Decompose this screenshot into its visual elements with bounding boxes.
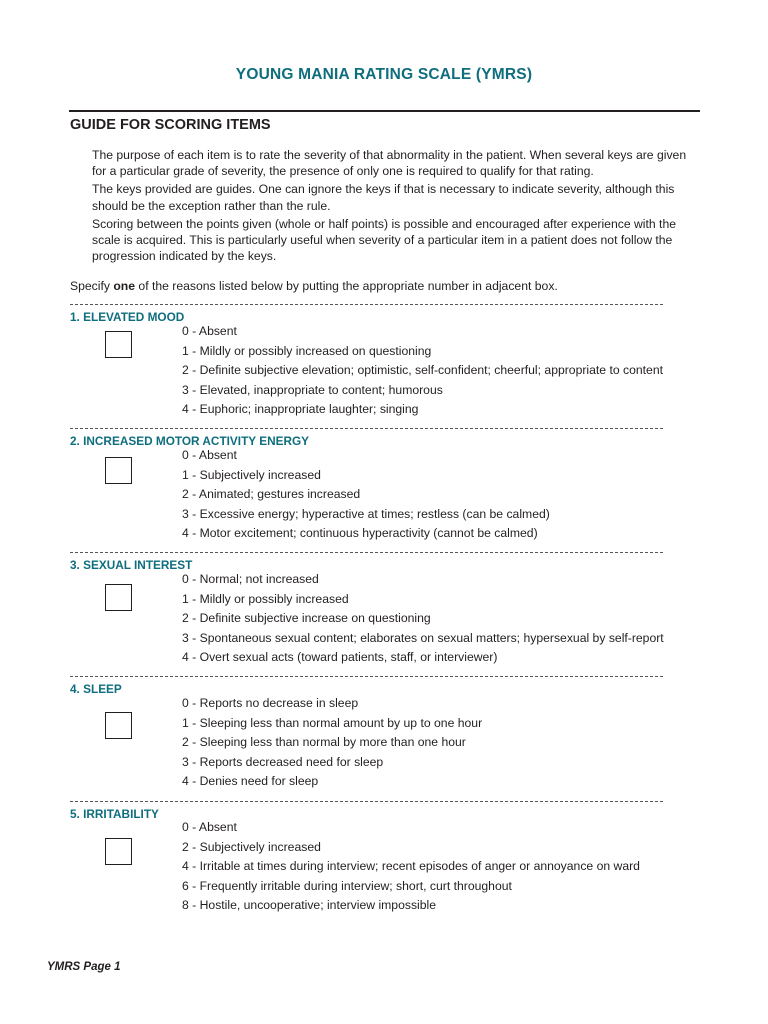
score-box-elevated-mood[interactable] [105, 331, 132, 358]
score-box-motor-activity[interactable] [105, 457, 132, 484]
options-list [182, 570, 664, 668]
option-item: 8 - Hostile, uncooperative; interview impossible [182, 898, 437, 912]
page-footer: YMRS Page 1 [47, 961, 121, 973]
option-item: 2 - Subjectively increased [182, 839, 321, 854]
option-item: 0 - Reports no decrease in sleep [182, 696, 359, 710]
specify-before: Specify [70, 279, 114, 293]
option-item: 1 - Mildly or possibly increased on questioning [182, 343, 432, 358]
section-title-elevated-mood: 1. ELEVATED MOOD [70, 310, 185, 324]
option-item: 6 - Frequently irritable during interview; short, curt throughout [182, 878, 512, 893]
option-item: 0 - Absent [182, 820, 237, 834]
option-item: 4 - Euphoric; inappropriate laughter; singing [182, 402, 419, 416]
option-item: 4 - Irritable at times during interview; recent episodes of anger or annoyance on ward [182, 859, 640, 873]
page-title: YOUNG MANIA RATING SCALE (YMRS) [235, 66, 533, 83]
score-box-irritability[interactable] [105, 838, 132, 865]
option-item: 4 - Denies need for sleep [182, 774, 319, 788]
section-title-irritability: 5. IRRITABILITY [70, 807, 159, 821]
guide-heading: GUIDE FOR SCORING ITEMS [70, 117, 271, 133]
option-item: 1 - Mildly or possibly increased [182, 591, 349, 606]
option-item: 2 - Animated; gestures increased [182, 487, 361, 501]
section-divider [70, 676, 663, 677]
option-item: 3 - Elevated, inappropriate to content; humorous [182, 382, 443, 397]
option-item: 1 - Subjectively increased [182, 467, 321, 482]
section-divider [70, 428, 663, 429]
option-item: 3 - Excessive energy; hyperactive at times; restless (can be calmed) [182, 506, 550, 521]
option-item: 4 - Overt sexual acts (toward patients, staff, or interviewer) [182, 650, 498, 664]
options-list [182, 694, 482, 792]
intro-text [92, 147, 702, 266]
section-divider [70, 801, 663, 802]
options-list [182, 818, 640, 916]
option-item: 1 - Sleeping less than normal amount by up to one hour [182, 715, 483, 730]
option-item: 4 - Motor excitement; continuous hyperactivity (cannot be calmed) [182, 526, 538, 540]
score-box-sleep[interactable] [105, 712, 132, 739]
section-title-motor-activity: 2. INCREASED MOTOR ACTIVITY ENERGY [70, 434, 310, 448]
specify-instruction [70, 279, 558, 293]
section-divider [70, 552, 663, 553]
option-item: 0 - Normal; not increased [182, 572, 319, 586]
intro-paragraph: The purpose of each item is to rate the severity of that abnormality in the patient. When several keys are given for a particular grade of severity, the presence of only one is required to qualify for that rating. [92, 148, 687, 179]
section-title-sexual-interest: 3. SEXUAL INTEREST [70, 558, 193, 572]
option-item: 2 - Definite subjective increase on questioning [182, 611, 431, 625]
option-item: 0 - Absent [182, 324, 237, 338]
option-item: 0 - Absent [182, 448, 237, 462]
title-rule [69, 110, 700, 112]
section-title-sleep: 4. SLEEP [70, 682, 122, 696]
option-item: 2 - Sleeping less than normal by more than one hour [182, 735, 466, 749]
section-divider [70, 304, 663, 305]
intro-paragraph: Scoring between the points given (whole or half points) is possible and encouraged after experience with the scale is acquired. This is particularly useful when severity of a particular item in a patient does not follow the progression indicated by the keys. [92, 216, 677, 264]
options-list [182, 322, 663, 420]
specify-emphasis: one [113, 279, 136, 293]
options-list [182, 446, 550, 544]
option-item: 3 - Spontaneous sexual content; elaborates on sexual matters; hypersexual by self-report [182, 630, 664, 645]
intro-paragraph: The keys provided are guides. One can ignore the keys if that is necessary to indicate severity, although this should be the exception rather than the rule. [92, 182, 675, 213]
option-item: 2 - Definite subjective elevation; optimistic, self-confident; cheerful; appropriate to content [182, 363, 663, 377]
option-item: 3 - Reports decreased need for sleep [182, 754, 384, 769]
score-box-sexual-interest[interactable] [105, 584, 132, 611]
specify-after: of the reasons listed below by putting the appropriate number in adjacent box. [135, 279, 558, 293]
